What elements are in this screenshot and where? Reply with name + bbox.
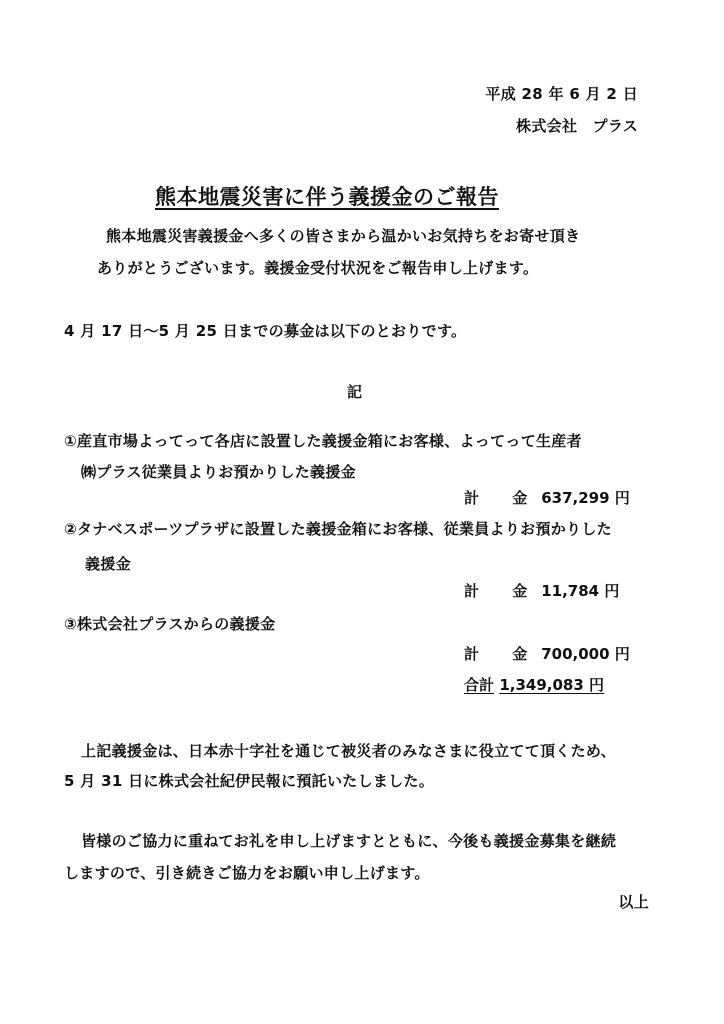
intro-line-2: ありがとうございます。義援金受付状況をご報告申し上げます。 bbox=[97, 259, 539, 277]
paragraph-1-line-1: 上記義援金は、日本赤十字社を通じて被災者のみなさまに役立てて頂くため、 bbox=[81, 742, 616, 760]
item-3-amount: 700,000 円 bbox=[541, 645, 630, 663]
item-1-amount-row bbox=[464, 487, 630, 508]
paragraph-1-line-2: 5 月 31 日に株式会社紀伊民報に預託いたしました。 bbox=[64, 772, 435, 790]
item-3-amount-label: 計 金 bbox=[464, 645, 542, 663]
period-statement: 4 月 17 日～5 月 25 日までの募金は以下のとおりです。 bbox=[64, 322, 467, 340]
document-date: 平成 28 年 6 月 2 日 bbox=[485, 85, 638, 103]
item-3-line-1: ③株式会社プラスからの義援金 bbox=[64, 615, 276, 633]
closing-mark: 以上 bbox=[618, 893, 649, 911]
grand-total-label: 合計 bbox=[464, 676, 495, 694]
item-1-amount-label: 計 金 bbox=[464, 489, 542, 507]
grand-total-amount: 1,349,083 円 bbox=[499, 676, 604, 694]
page-title: 熊本地震災害に伴う義援金のご報告 bbox=[155, 185, 499, 209]
paragraph-2-line-1: 皆様のご協力に重ねてお礼を申し上げますとともに、今後も義援金募集を継続 bbox=[81, 832, 617, 850]
item-1-line-2: ㈱プラス従業員よりお預かりした義援金 bbox=[81, 463, 356, 481]
intro-line-1: 熊本地震災害義援金へ多くの皆さまから温かいお気持ちをお寄せ頂き bbox=[106, 227, 581, 245]
company-name: 株式会社 プラス bbox=[516, 117, 638, 135]
paragraph-2-line-2: しますので、引き続きご協力をお願い申し上げます。 bbox=[64, 864, 430, 882]
item-1-line-1: ①産直市場よってって各店に設置した義援金箱にお客様、よってって生産者 bbox=[64, 432, 582, 450]
item-1-amount: 637,299 円 bbox=[541, 489, 630, 507]
item-2-line-1: ②タナベスポーツプラザに設置した義援金箱にお客様、従業員よりお預かりした bbox=[64, 520, 612, 538]
item-2-amount-label: 計 金 bbox=[464, 582, 542, 600]
ki-heading: 記 bbox=[347, 383, 363, 401]
item-3-amount-row bbox=[464, 643, 630, 664]
item-2-line-2: 義援金 bbox=[85, 555, 131, 573]
item-2-amount: 11,784 円 bbox=[541, 582, 620, 600]
grand-total-row bbox=[464, 674, 604, 695]
item-2-amount-row bbox=[464, 580, 620, 601]
